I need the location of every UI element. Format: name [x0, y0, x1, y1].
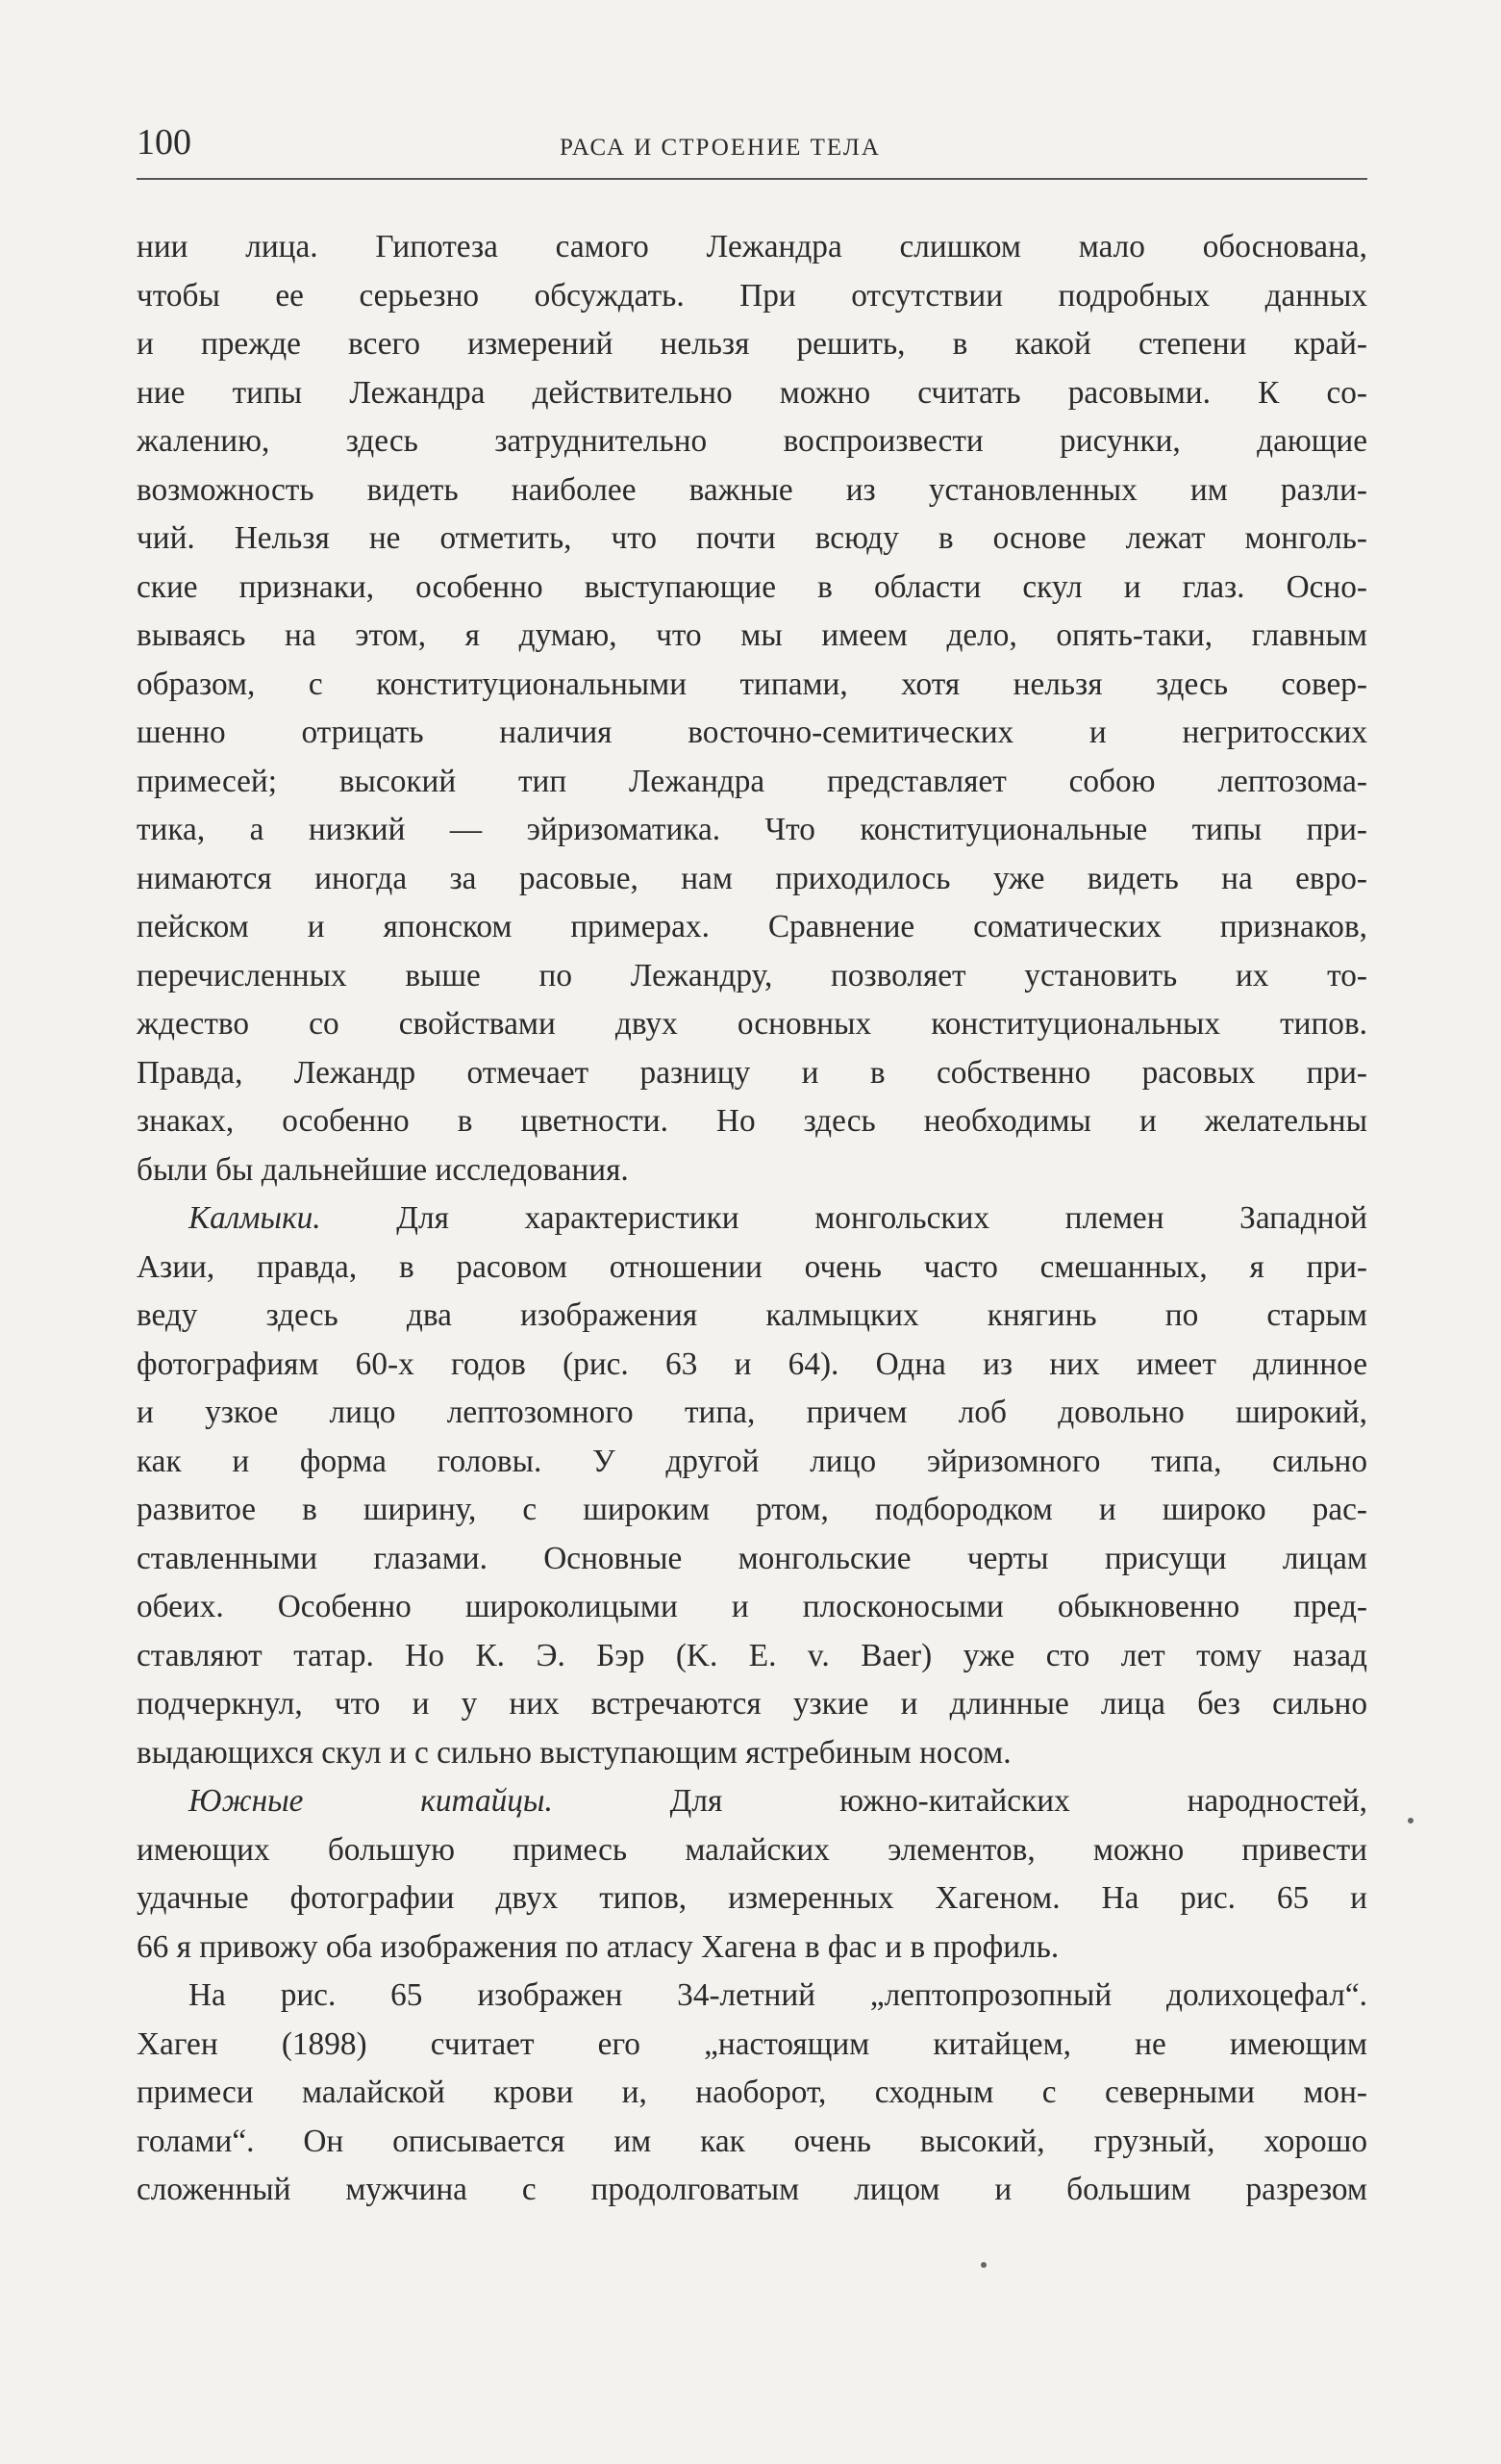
page-header	[137, 120, 1367, 180]
text-line: 66 я привожу оба изображения по атласу Хагена в фас и в профиль.	[137, 1928, 1060, 1965]
text-line: нимаются иногда за расовые, нам приходилось уже видеть на евро-	[137, 860, 1367, 896]
text-line: ские признаки, особенно выступающие в области скул и глаз. Осно-	[137, 568, 1367, 605]
text-line: ждество со свойствами двух основных конституциональных типов.	[137, 1006, 1367, 1042]
text-line	[137, 1777, 1367, 1826]
section-lead: Южные китайцы.	[188, 1783, 553, 1819]
text-line: подчеркнул, что и у них встречаются узкие и длинные лица без сильно	[137, 1686, 1367, 1722]
text-line: Правда, Лежандр отмечает разницу и в собственно расовых при-	[137, 1054, 1367, 1091]
text-line: как и форма головы. У другой лицо эйризомного типа, сильно	[137, 1443, 1367, 1479]
page-number: 100	[137, 122, 191, 163]
text-line: выдающихся скул и с сильно выступающим ястребиным носом.	[137, 1734, 1012, 1771]
text-line: возможность видеть наиболее важные из установленных им разли-	[137, 471, 1367, 508]
text-line: ставленными глазами. Основные монгольские черты присущи лицам	[137, 1540, 1367, 1576]
text-line: чий. Нельзя не отметить, что почти всюду в основе лежат монголь-	[137, 520, 1367, 556]
text-line: На рис. 65 изображен 34-летний „лептопрозопный долихоцефал“.	[188, 1977, 1367, 2013]
text-line: имеющих большую примесь малайских элементов, можно привести	[137, 1831, 1367, 1868]
text-line: удачные фотографии двух типов, измеренных Хагеном. На рис. 65 и	[137, 1880, 1367, 1916]
text-line: тика, а низкий — эйризоматика. Что конституциональные типы при-	[137, 812, 1367, 847]
section-lead: Калмыки.	[188, 1200, 321, 1236]
text-line: ние типы Лежандра действительно можно считать расовыми. К со-	[137, 374, 1367, 411]
text-line: примесей; высокий тип Лежандра представляет собою лептозома-	[137, 763, 1367, 799]
paragraph	[137, 223, 1367, 1194]
text-line: перечисленных выше по Лежандру, позволяет установить их то-	[137, 957, 1367, 993]
text-line: голами“. Он описывается им как очень высокий, грузный, хорошо	[137, 2123, 1367, 2159]
print-speck	[1408, 1818, 1413, 1823]
paragraph-kalmyks	[137, 1194, 1367, 1777]
text-line: сложенный мужчина с продолговатым лицом и большим разрезом	[137, 2172, 1367, 2207]
text-line: веду здесь два изображения калмыцких княгинь по старым	[137, 1297, 1367, 1333]
text-line: пейском и японском примерах. Сравнение соматических признаков,	[137, 909, 1367, 944]
text-line	[137, 1194, 1367, 1244]
text-line: ставляют татар. Но К. Э. Бэр (K. E. v. Baer) уже сто лет тому назад	[137, 1637, 1367, 1673]
print-speck	[981, 2262, 987, 2268]
body-text	[137, 223, 1367, 2215]
paragraph	[137, 1972, 1367, 2215]
text-line: и прежде всего измерений нельзя решить, в какой степени край-	[137, 326, 1367, 362]
paragraph-south-chinese	[137, 1777, 1367, 1972]
text-run: Для южно-китайских народностей,	[552, 1783, 1367, 1819]
text-line: примеси малайской крови и, наоборот, сходным с северными мон-	[137, 2074, 1367, 2110]
text-line: знаках, особенно в цветности. Но здесь необходимы и желательны	[137, 1103, 1367, 1139]
text-line: вываясь на этом, я думаю, что мы имеем дело, опять-таки, главным	[137, 617, 1367, 653]
text-line: и узкое лицо лептозомного типа, причем лоб довольно широкий,	[137, 1395, 1367, 1430]
text-line: фотографиям 60-х годов (рис. 63 и 64). Одна из них имеет длинное	[137, 1345, 1367, 1382]
running-head: РАСА И СТРОЕНИЕ ТЕЛА	[560, 135, 881, 161]
text-line: чтобы ее серьезно обсуждать. При отсутствии подробных данных	[137, 277, 1367, 314]
text-line: нии лица. Гипотеза самого Лежандра слишком мало обоснована,	[137, 229, 1367, 264]
text-run: Для характеристики монгольских племен Западной	[320, 1200, 1367, 1236]
text-line: образом, с конституциональными типами, хотя нельзя здесь совер-	[137, 666, 1367, 702]
text-line: были бы дальнейшие исследования.	[137, 1151, 629, 1188]
text-line: Азии, правда, в расовом отношении очень часто смешанных, я при-	[137, 1248, 1367, 1285]
text-line: обеих. Особенно широколицыми и плосконосыми обыкновенно пред-	[137, 1589, 1367, 1624]
text-line: жалению, здесь затруднительно воспроизвести рисунки, дающие	[137, 423, 1367, 459]
text-line: развитое в ширину, с широким ртом, подбородком и широко рас-	[137, 1492, 1367, 1527]
text-line: Хаген (1898) считает его „настоящим китайцем, не имеющим	[137, 2025, 1367, 2062]
text-line: шенно отрицать наличия восточно-семитических и негритосских	[137, 715, 1367, 750]
